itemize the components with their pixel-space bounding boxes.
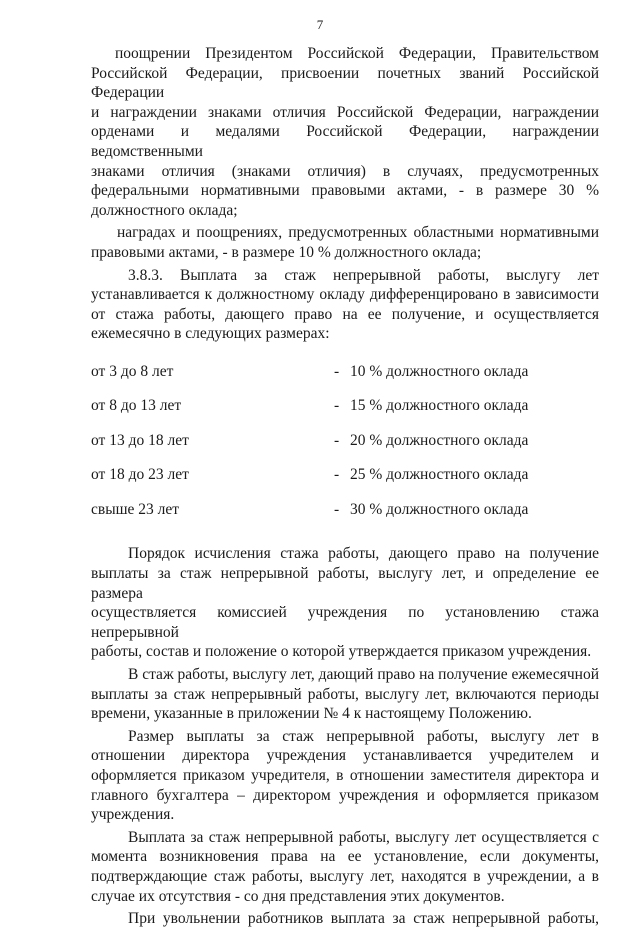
paragraph-calculation-order bbox=[91, 544, 599, 662]
text-line: времени, указанные в приложении № 4 к настоящему Положению. bbox=[91, 705, 532, 723]
text-line: В стаж работы, выслугу лет, дающий право на получение ежемесячной bbox=[128, 665, 599, 683]
paragraph-3-8-3 bbox=[91, 266, 599, 344]
section-heading-line: 3.8.3. Выплата за стаж непрерывной работы, выслугу лет bbox=[128, 266, 599, 284]
text-line: орденами и медалями Российской Федерации, награждении ведомственными bbox=[91, 123, 599, 160]
text-line: наградах и поощрениях, предусмотренных областными нормативными bbox=[117, 224, 599, 242]
text-line: знаками отличия (знаками отличия) в случаях, предусмотренных bbox=[91, 162, 599, 180]
dash: - bbox=[334, 500, 340, 518]
text-line: Порядок исчисления стажа работы, дающего право на получение bbox=[128, 545, 599, 563]
text-line: поощрении Президентом Российской Федерации, Правительством bbox=[115, 45, 599, 62]
text-line: подтверждающие стаж работы, выслугу лет, находятся в учреждении, а в bbox=[91, 867, 599, 885]
paragraph-awards-federal bbox=[91, 44, 599, 220]
seniority-range: от 18 до 23 лет bbox=[91, 466, 189, 484]
seniority-range: от 13 до 18 лет bbox=[91, 431, 189, 449]
page-number: 7 bbox=[316, 17, 324, 32]
text-line: от стажа работы, дающего право на ее получение, и осуществляется bbox=[91, 305, 599, 323]
paragraph-seniority-periods bbox=[91, 665, 599, 724]
text-line: момента возникновения права на ее установление, если документы, bbox=[91, 848, 599, 866]
table-row bbox=[91, 500, 599, 535]
text-line: работы, состав и положение о которой утверждается приказом учреждения. bbox=[91, 643, 592, 661]
rate-amount: 20 % должностного оклада bbox=[350, 431, 529, 449]
seniority-rate-table bbox=[91, 362, 599, 535]
table-row bbox=[91, 396, 599, 431]
table-row bbox=[91, 362, 599, 397]
text-line: учреждения. bbox=[91, 806, 175, 824]
text-line: осуществляется комиссией учреждения по установлению стажа непрерывной bbox=[91, 604, 599, 641]
seniority-range: от 8 до 13 лет bbox=[91, 397, 182, 415]
paragraph-payment-start bbox=[91, 828, 599, 906]
dash: - bbox=[334, 362, 340, 380]
text-line: должностного оклада; bbox=[91, 201, 238, 219]
text-line: правовыми актами, - в размере 10 % должностного оклада; bbox=[91, 243, 482, 261]
paragraph-dismissal bbox=[91, 909, 599, 929]
rate-amount: 30 % должностного оклада bbox=[350, 500, 529, 518]
seniority-range: свыше 23 лет bbox=[91, 500, 180, 518]
text-line: устанавливается к должностному окладу дифференцировано в зависимости bbox=[91, 286, 599, 304]
text-line: При увольнении работников выплата за стаж непрерывной работы, bbox=[128, 910, 599, 928]
text-line: случае их отсутствия - со дня представления этих документов. bbox=[91, 887, 505, 905]
table-row bbox=[91, 431, 599, 466]
text-line: Российской Федерации, присвоении почетных званий Российской Федерации bbox=[91, 64, 599, 102]
text-line: Выплата за стаж непрерывной работы, выслугу лет осуществляется с bbox=[128, 828, 599, 846]
text-line: выплаты за стаж непрерывный работы, выслугу лет, включаются периоды bbox=[91, 685, 599, 703]
paragraph-awards-regional bbox=[91, 223, 599, 262]
text-line: отношении директора учреждения устанавливается учредителем и bbox=[91, 747, 599, 765]
seniority-range: от 3 до 8 лет bbox=[91, 362, 174, 380]
text-line: Размер выплаты за стаж непрерывной работы, выслугу лет в bbox=[128, 727, 599, 745]
rate-amount: 10 % должностного оклада bbox=[350, 362, 529, 380]
dash: - bbox=[334, 397, 340, 415]
text-line: ежемесячно в следующих размерах: bbox=[91, 325, 330, 343]
rate-amount: 15 % должностного оклада bbox=[350, 397, 529, 415]
text-line: оформляется приказом учредителя, в отношении заместителя директора и bbox=[91, 766, 599, 784]
table-row bbox=[91, 465, 599, 500]
text-line: главного бухгалтера – директором учреждения и оформляется приказом bbox=[91, 786, 599, 804]
text-line: выплаты за стаж непрерывной работы, выслугу лет, и определение ее размера bbox=[91, 565, 599, 602]
paragraph-director-rate bbox=[91, 727, 599, 825]
text-line: федеральными нормативными правовыми актами, - в размере 30 % bbox=[91, 182, 599, 200]
rate-amount: 25 % должностного оклада bbox=[350, 466, 529, 484]
document-body bbox=[91, 44, 599, 929]
dash: - bbox=[334, 431, 340, 449]
text-line: и награждении знаками отличия Российской Федерации, награждении bbox=[91, 103, 599, 121]
dash: - bbox=[334, 466, 340, 484]
